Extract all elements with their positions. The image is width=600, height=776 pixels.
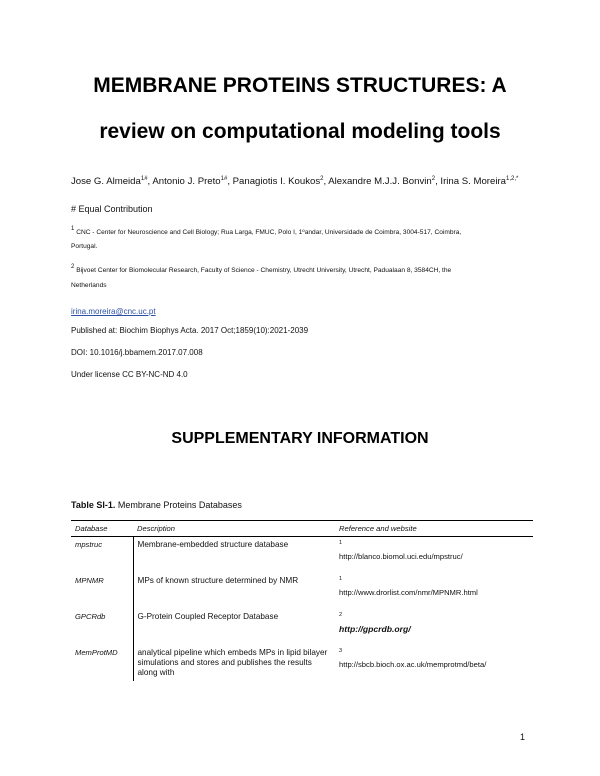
reference-number: 1	[339, 575, 343, 582]
cell-reference	[335, 609, 533, 645]
table-row	[71, 573, 533, 609]
cell-description: Membrane-embedded structure database	[133, 537, 335, 573]
website-link[interactable]: http://blanco.biomol.uci.edu/mpstruc/	[339, 552, 463, 561]
website-link[interactable]: http://sbcb.bioch.ox.ac.uk/memprotmd/beta/	[339, 659, 487, 669]
website-link[interactable]: http://www.drorlist.com/nmr/MPNMR.html	[339, 587, 478, 597]
author-affiliation-mark: 1,2,*	[506, 176, 519, 182]
header-reference: Reference and website	[335, 521, 533, 537]
website-link[interactable]: http://gpcrdb.org/	[339, 623, 411, 634]
equal-contribution-note: # Equal Contribution	[71, 204, 153, 214]
affiliation-1	[71, 226, 461, 236]
title-line-2: review on computational modeling tools	[99, 120, 501, 143]
published-info: Published at: Biochim Biophys Acta. 2017 Oct;1859(10):2021-2039	[71, 326, 309, 335]
header-database: Database	[71, 521, 133, 537]
affiliation-mark: 2	[71, 264, 75, 270]
title-line-1: MEMBRANE PROTEINS STRUCTURES: A	[93, 74, 507, 97]
author-name: Panagiotis I. Koukos	[232, 176, 321, 187]
table-header-row	[71, 521, 533, 537]
table-caption-label: Table SI-1.	[71, 500, 116, 510]
table-row	[71, 609, 533, 645]
license-info: Under license CC BY-NC-ND 4.0	[71, 370, 188, 379]
cell-description: G-Protein Coupled Receptor Database	[133, 609, 335, 645]
cell-database: MemProtMD	[75, 647, 118, 657]
cell-database: mpstruc	[75, 540, 103, 549]
author-affiliation-mark: 1#	[220, 176, 228, 182]
cell-reference	[335, 573, 533, 609]
doi-info: DOI: 10.1016/j.bbamem.2017.07.008	[71, 348, 203, 357]
affiliation-2-line-2: Netherlands	[71, 282, 107, 289]
email-link[interactable]: irina.moreira@cnc.uc.pt	[71, 307, 156, 316]
affiliation-1-line-2: Portugal.	[71, 243, 98, 250]
author-affiliation-mark: 2	[431, 176, 436, 182]
author-name: Antonio J. Preto	[152, 176, 221, 187]
cell-description: MPs of known structure determined by NMR	[133, 573, 335, 609]
cell-reference	[335, 645, 533, 682]
author-name: Jose G. Almeida	[71, 176, 141, 187]
cell-reference	[335, 537, 533, 573]
author-affiliation-mark: 2	[320, 176, 324, 182]
databases-table	[71, 520, 533, 681]
author-name: Irina S. Moreira	[440, 176, 506, 187]
affiliation-mark: 1	[71, 226, 75, 232]
table-row	[71, 537, 533, 573]
cell-database: GPCRdb	[75, 611, 106, 621]
reference-number: 1	[339, 540, 343, 546]
author-list: Jose G. Almeida$^{1\#}$, Antonio J. Preto$^{1\#}$, Panagiotis I. Koukos$^2$, Alexandre M.J.J. Bonvin$^2$, Irina S. Moreira$^{1,2,*}$	[71, 176, 519, 187]
cell-description: analytical pipeline which embeds MPs in lipid bilayer simulations and stores and publishes the results along with	[133, 645, 335, 682]
table-caption-text: Membrane Proteins Databases	[115, 500, 242, 510]
affiliation-1-text: CNC - Center for Neuroscience and Cell Biology; Rua Larga, FMUC, Polo I, 1ºandar, Universidade de Coimbra, 3004-517, Coimbra,	[76, 229, 462, 236]
author-name: Alexandre M.J.J. Bonvin	[328, 176, 432, 187]
affiliation-2-text: Bijvoet Center for Biomolecular Research, Faculty of Science - Chemistry, Utrecht University, Utrecht, Padualaan 8, 3584CH, the	[76, 267, 452, 274]
page-number: 1	[520, 732, 526, 742]
reference-number: 2	[339, 611, 343, 618]
author-affiliation-mark: 1#	[140, 176, 148, 182]
cell-database: MPNMR	[75, 575, 104, 585]
reference-number: 3	[339, 647, 343, 654]
affiliation-2	[71, 264, 451, 274]
supplementary-heading: SUPPLEMENTARY INFORMATION	[171, 430, 429, 447]
table-row	[71, 645, 533, 682]
header-description: Description	[133, 521, 335, 537]
table-caption	[71, 500, 242, 510]
